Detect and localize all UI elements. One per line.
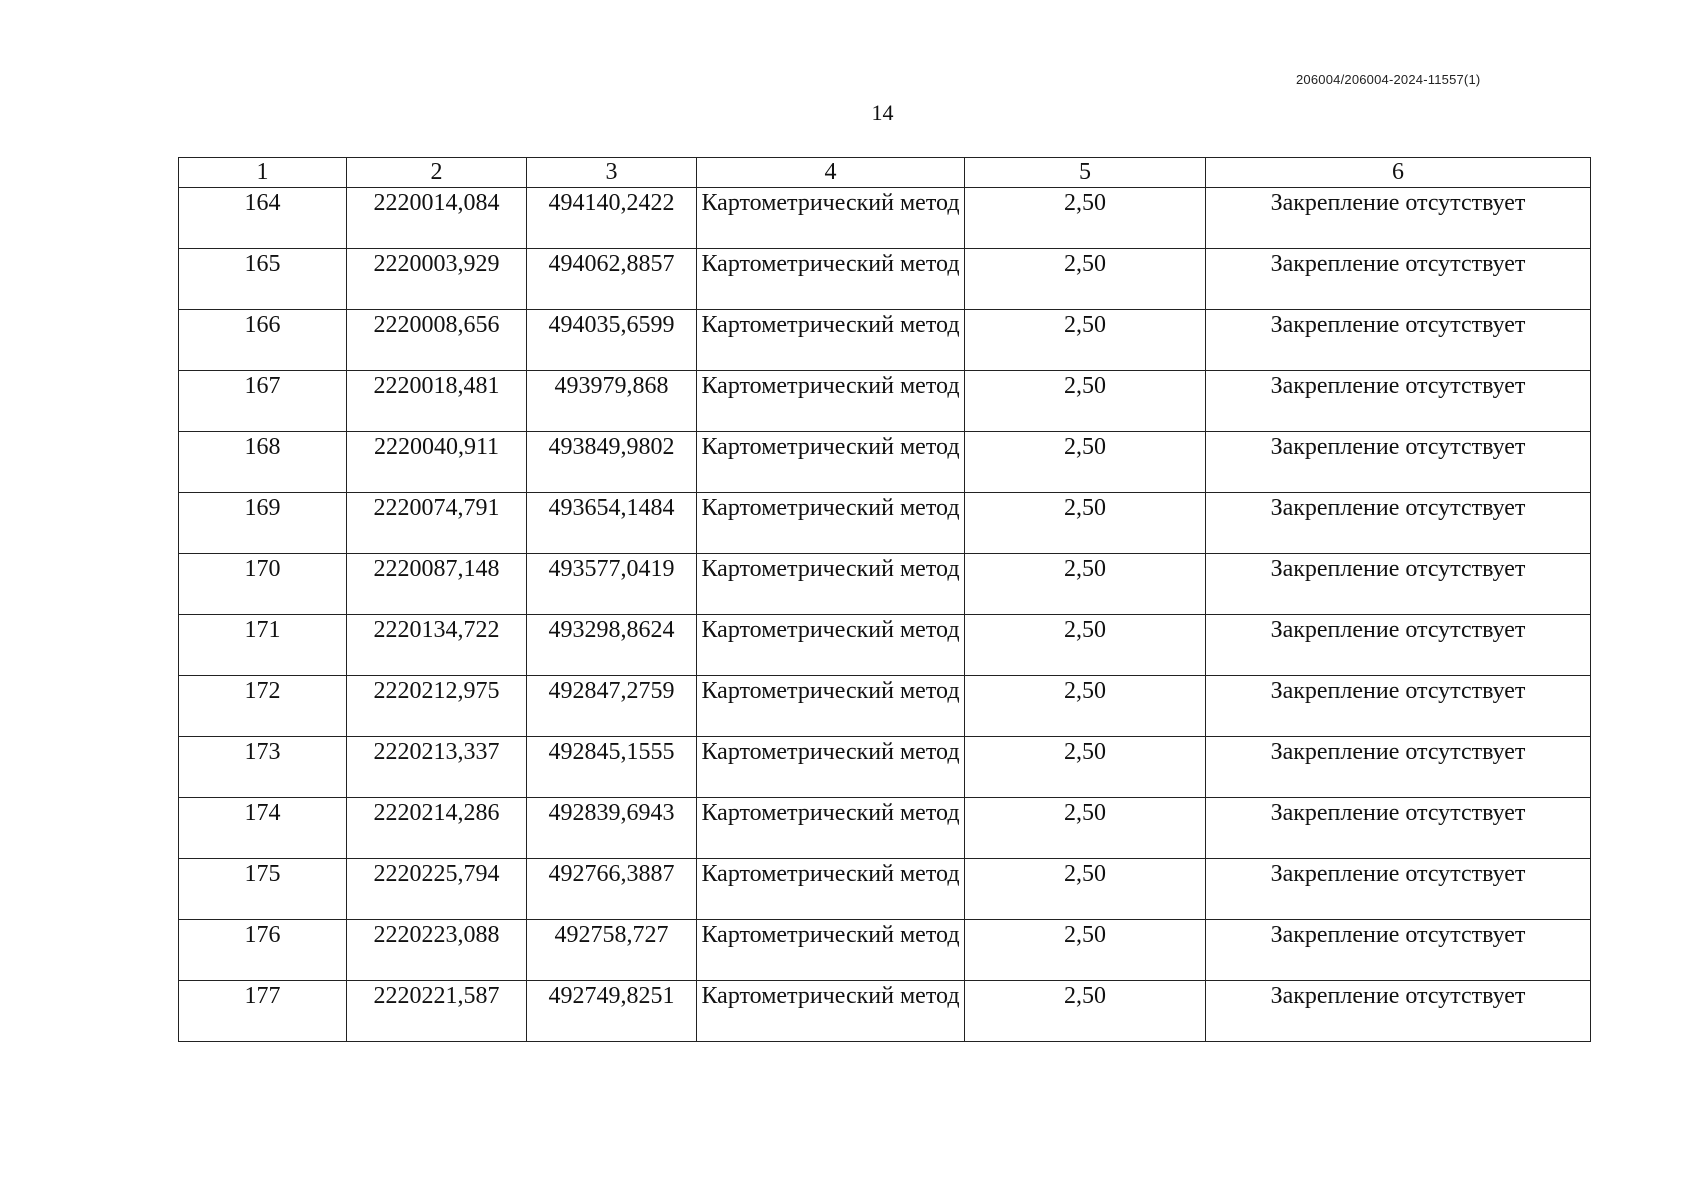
method-cell: Картометрический метод (697, 981, 965, 1042)
y-coordinate-cell: 493654,1484 (527, 493, 697, 554)
method-cell: Картометрический метод (697, 920, 965, 981)
table-row (179, 737, 1591, 798)
header-row (179, 158, 1591, 188)
table-row (179, 371, 1591, 432)
y-coordinate-cell: 492847,2759 (527, 676, 697, 737)
fixing-description-cell: Закрепление отсутствует (1206, 615, 1591, 676)
error-cell: 2,50 (965, 737, 1206, 798)
fixing-description-cell: Закрепление отсутствует (1206, 920, 1591, 981)
method-cell: Картометрический метод (697, 188, 965, 249)
x-coordinate-cell: 2220212,975 (347, 676, 527, 737)
fixing-description-cell: Закрепление отсутствует (1206, 432, 1591, 493)
table-row (179, 981, 1591, 1042)
column-header-2: 2 (347, 158, 527, 188)
fixing-description-cell: Закрепление отсутствует (1206, 676, 1591, 737)
y-coordinate-cell: 492766,3887 (527, 859, 697, 920)
table-row (179, 249, 1591, 310)
method-cell: Картометрический метод (697, 493, 965, 554)
x-coordinate-cell: 2220225,794 (347, 859, 527, 920)
table-row (179, 615, 1591, 676)
method-cell: Картометрический метод (697, 798, 965, 859)
error-cell: 2,50 (965, 798, 1206, 859)
y-coordinate-cell: 494035,6599 (527, 310, 697, 371)
table-row (179, 554, 1591, 615)
error-cell: 2,50 (965, 432, 1206, 493)
fixing-description-cell: Закрепление отсутствует (1206, 249, 1591, 310)
document-id: 206004/206004-2024-11557(1) (1296, 72, 1481, 87)
x-coordinate-cell: 2220213,337 (347, 737, 527, 798)
method-cell: Картометрический метод (697, 310, 965, 371)
method-cell: Картометрический метод (697, 249, 965, 310)
method-cell: Картометрический метод (697, 432, 965, 493)
error-cell: 2,50 (965, 981, 1206, 1042)
error-cell: 2,50 (965, 371, 1206, 432)
y-coordinate-cell: 492845,1555 (527, 737, 697, 798)
point-number-cell: 174 (179, 798, 347, 859)
fixing-description-cell: Закрепление отсутствует (1206, 859, 1591, 920)
error-cell: 2,50 (965, 859, 1206, 920)
x-coordinate-cell: 2220214,286 (347, 798, 527, 859)
x-coordinate-cell: 2220014,084 (347, 188, 527, 249)
method-cell: Картометрический метод (697, 615, 965, 676)
point-number-cell: 168 (179, 432, 347, 493)
point-number-cell: 166 (179, 310, 347, 371)
column-header-3: 3 (527, 158, 697, 188)
y-coordinate-cell: 494062,8857 (527, 249, 697, 310)
column-header-6: 6 (1206, 158, 1591, 188)
column-header-4: 4 (697, 158, 965, 188)
method-cell: Картометрический метод (697, 676, 965, 737)
error-cell: 2,50 (965, 310, 1206, 371)
fixing-description-cell: Закрепление отсутствует (1206, 493, 1591, 554)
fixing-description-cell: Закрепление отсутствует (1206, 981, 1591, 1042)
page-number: 14 (871, 100, 894, 125)
point-number-cell: 172 (179, 676, 347, 737)
error-cell: 2,50 (965, 493, 1206, 554)
error-cell: 2,50 (965, 920, 1206, 981)
column-header-5: 5 (965, 158, 1206, 188)
point-number-cell: 167 (179, 371, 347, 432)
point-number-cell: 175 (179, 859, 347, 920)
point-number-cell: 165 (179, 249, 347, 310)
y-coordinate-cell: 492749,8251 (527, 981, 697, 1042)
table-row (179, 432, 1591, 493)
method-cell: Картометрический метод (697, 554, 965, 615)
x-coordinate-cell: 2220134,722 (347, 615, 527, 676)
point-number-cell: 171 (179, 615, 347, 676)
error-cell: 2,50 (965, 249, 1206, 310)
table-body (179, 188, 1591, 1042)
y-coordinate-cell: 494140,2422 (527, 188, 697, 249)
table-row (179, 188, 1591, 249)
point-number-cell: 173 (179, 737, 347, 798)
table-row (179, 920, 1591, 981)
point-number-cell: 169 (179, 493, 347, 554)
x-coordinate-cell: 2220003,929 (347, 249, 527, 310)
x-coordinate-cell: 2220074,791 (347, 493, 527, 554)
x-coordinate-cell: 2220223,088 (347, 920, 527, 981)
fixing-description-cell: Закрепление отсутствует (1206, 371, 1591, 432)
table-header (179, 158, 1591, 188)
x-coordinate-cell: 2220221,587 (347, 981, 527, 1042)
method-cell: Картометрический метод (697, 737, 965, 798)
y-coordinate-cell: 493577,0419 (527, 554, 697, 615)
table-row (179, 676, 1591, 737)
method-cell: Картометрический метод (697, 371, 965, 432)
coordinates-table (178, 157, 1591, 1042)
error-cell: 2,50 (965, 188, 1206, 249)
y-coordinate-cell: 493298,8624 (527, 615, 697, 676)
fixing-description-cell: Закрепление отсутствует (1206, 554, 1591, 615)
point-number-cell: 170 (179, 554, 347, 615)
table-row (179, 310, 1591, 371)
fixing-description-cell: Закрепление отсутствует (1206, 737, 1591, 798)
point-number-cell: 164 (179, 188, 347, 249)
x-coordinate-cell: 2220008,656 (347, 310, 527, 371)
table-row (179, 798, 1591, 859)
error-cell: 2,50 (965, 676, 1206, 737)
table-row (179, 859, 1591, 920)
fixing-description-cell: Закрепление отсутствует (1206, 310, 1591, 371)
error-cell: 2,50 (965, 615, 1206, 676)
y-coordinate-cell: 492758,727 (527, 920, 697, 981)
y-coordinate-cell: 493979,868 (527, 371, 697, 432)
x-coordinate-cell: 2220040,911 (347, 432, 527, 493)
point-number-cell: 176 (179, 920, 347, 981)
x-coordinate-cell: 2220018,481 (347, 371, 527, 432)
y-coordinate-cell: 492839,6943 (527, 798, 697, 859)
fixing-description-cell: Закрепление отсутствует (1206, 188, 1591, 249)
y-coordinate-cell: 493849,9802 (527, 432, 697, 493)
x-coordinate-cell: 2220087,148 (347, 554, 527, 615)
point-number-cell: 177 (179, 981, 347, 1042)
method-cell: Картометрический метод (697, 859, 965, 920)
error-cell: 2,50 (965, 554, 1206, 615)
fixing-description-cell: Закрепление отсутствует (1206, 798, 1591, 859)
column-header-1: 1 (179, 158, 347, 188)
table-row (179, 493, 1591, 554)
